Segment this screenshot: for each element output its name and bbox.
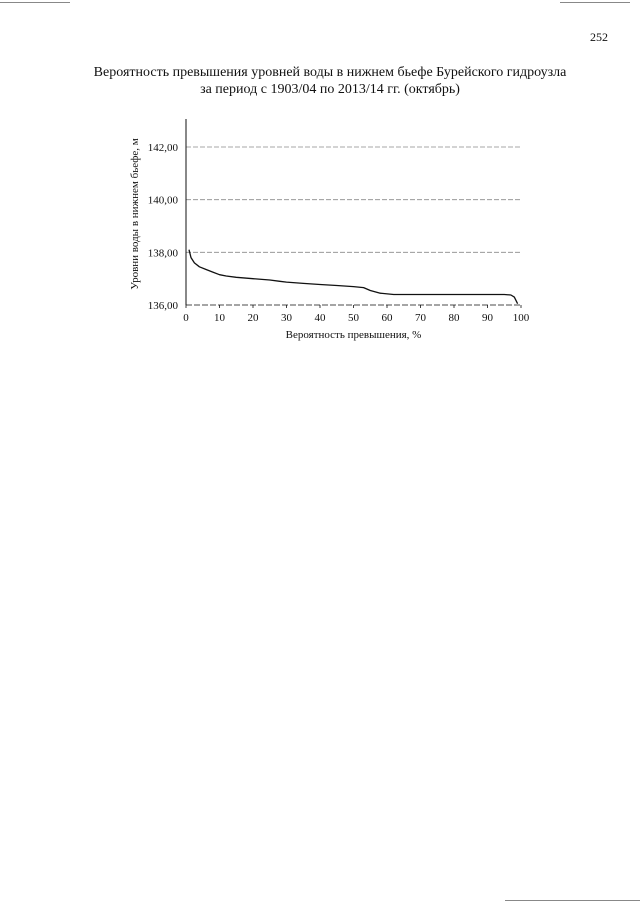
page-number: 252 [590, 30, 608, 44]
chart-title-line-2: за период с 1903/04 по 2013/14 гг. (октябрь) [200, 82, 460, 97]
x-tick-label-2: 20 [247, 312, 259, 324]
x-tick-label-4: 40 [314, 312, 326, 324]
x-tick-label-6: 60 [381, 312, 393, 324]
x-axis-label: Вероятность превышения, % [285, 329, 422, 341]
series-layer [189, 250, 518, 304]
x-tick-label-9: 90 [482, 312, 493, 324]
x-tick-labels [183, 312, 530, 324]
x-tick-label-1: 10 [214, 312, 225, 324]
y-tick-label-2: 140,00 [147, 194, 178, 207]
y-tick-labels [148, 142, 179, 312]
y-axis-label: Уровни воды в нижнем бьефе, м [129, 138, 141, 290]
x-tick-label-10: 100 [512, 312, 530, 324]
series-line-0 [189, 250, 518, 304]
y-tick-label-0: 136,00 [147, 300, 178, 312]
x-tick-label-7: 70 [415, 312, 426, 324]
chart-title-line-1: Вероятность превышения уровней воды в нижнем бьефе Бурейского гидроузла [93, 65, 567, 80]
x-tick-label-3: 30 [281, 312, 292, 324]
grid-lines [186, 147, 521, 252]
y-tick-label-1: 138,00 [147, 247, 178, 260]
y-tick-label-3: 142,00 [147, 142, 178, 154]
x-tick-label-8: 80 [448, 312, 460, 324]
x-tick-label-0: 0 [183, 312, 189, 324]
x-tick-label-5: 50 [348, 312, 359, 324]
